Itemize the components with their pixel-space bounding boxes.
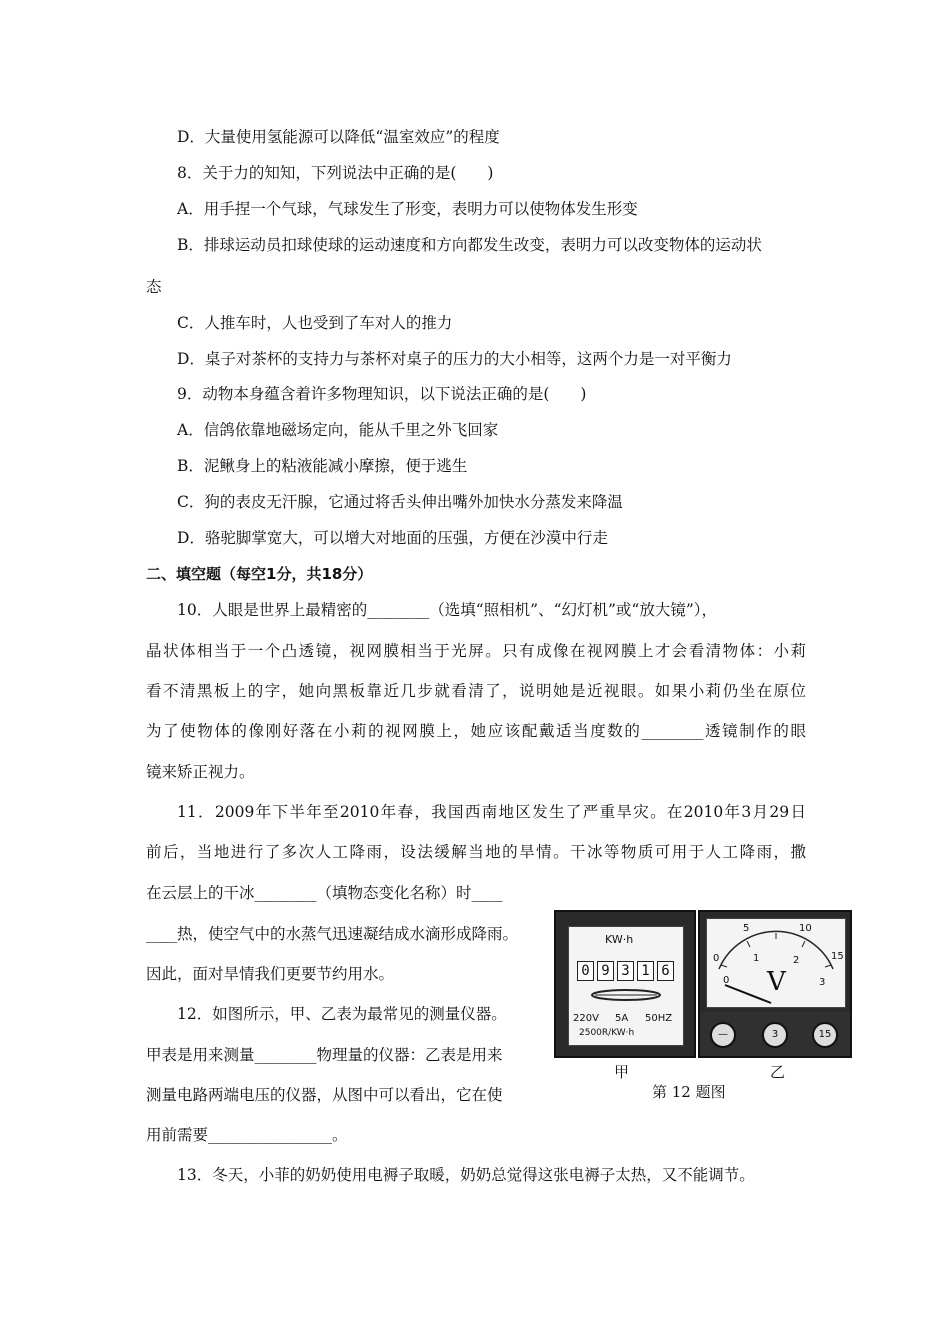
lower-scale-1: 1 xyxy=(753,953,760,964)
question-13: 13．冬天，小菲的奶奶使用电褥子取暖，奶奶总觉得这张电褥子太热，又不能调节。 xyxy=(177,1166,755,1184)
voltmeter-face xyxy=(706,918,846,1008)
upper-scale-10: 10 xyxy=(799,923,812,934)
option-d-q9: D．骆驼脚掌宽大，可以增大对地面的压强，方便在沙漠中行走 xyxy=(177,529,608,547)
counter-digit: 0 xyxy=(577,961,594,981)
question-11: 11．2009年下半年至2010年春，我国西南地区发生了严重旱灾。在2010年3月29日 xyxy=(177,803,806,821)
counter-digit: 3 xyxy=(617,961,634,981)
lower-scale-2: 2 xyxy=(793,955,800,966)
meter-disc-icon xyxy=(589,987,663,1003)
label-yi: 乙 xyxy=(770,1063,786,1081)
section-heading: 二、填空题（每空1分，共18分） xyxy=(146,565,373,583)
option-d-q7: D．大量使用氢能源可以降低“温室效应”的程度 xyxy=(177,128,500,146)
lower-scale-3: 3 xyxy=(819,977,826,988)
terminal-3: 3 xyxy=(762,1022,788,1048)
option-c-q9: C．狗的表皮无汗腺，它通过将舌头伸出嘴外加快水分蒸发来降温 xyxy=(177,493,623,511)
energy-meter-face xyxy=(568,926,684,1046)
energy-meter-counter xyxy=(577,961,677,981)
upper-scale-0: 0 xyxy=(713,953,720,964)
energy-meter-current: 5A xyxy=(615,1013,629,1024)
option-b-q8-cont: 态 xyxy=(146,278,162,296)
question-10-line2: 晶状体相当于一个凸透镜，视网膜相当于光屏。只有成像在视网膜上才会看清物体：小莉 xyxy=(146,642,806,660)
option-b-q8: B．排球运动员扣球使球的运动速度和方向都发生改变，表明力可以改变物体的运动状 xyxy=(177,236,762,254)
question-11-line5: 因此，面对旱情我们更要节约用水。 xyxy=(146,965,395,983)
energy-meter-frequency: 50HZ xyxy=(645,1013,673,1024)
option-b-q9: B．泥鳅身上的粘液能减小摩擦，便于逃生 xyxy=(177,457,468,475)
option-a-q8: A．用手捏一个气球，气球发生了形变，表明力可以使物体发生形变 xyxy=(177,200,638,218)
figure-q12 xyxy=(552,905,852,1105)
question-10-line5: 镜来矫正视力。 xyxy=(146,763,255,781)
question-11-line3: 在云层上的干冰________（填物态变化名称）时____ xyxy=(146,884,503,902)
energy-meter-constant: 2500R/KW·h xyxy=(579,1028,635,1038)
voltmeter xyxy=(698,910,852,1058)
question-10: 10．人眼是世界上最精密的________（选填“照相机”、“幻灯机”或“放大镜”）， xyxy=(177,601,718,619)
counter-digit: 9 xyxy=(597,961,614,981)
upper-scale-15: 15 xyxy=(831,951,844,962)
question-11-line2: 前后，当地进行了多次人工降雨，设法缓解当地的旱情。干冰等物质可用于人工降雨，撒 xyxy=(146,843,806,861)
question-8: 8．关于力的知知，下列说法中正确的是( ) xyxy=(177,164,494,182)
option-d-q8: D．桌子对茶杯的支持力与茶杯对桌子的压力的大小相等，这两个力是一对平衡力 xyxy=(177,350,732,368)
option-c-q8: C．人推车时，人也受到了车对人的推力 xyxy=(177,314,453,332)
label-jia: 甲 xyxy=(614,1063,630,1081)
question-12: 12．如图所示，甲、乙表为最常见的测量仪器。 xyxy=(177,1005,507,1023)
energy-meter-voltage: 220V xyxy=(573,1013,599,1024)
energy-meter xyxy=(554,910,696,1058)
voltmeter-base xyxy=(700,1012,850,1056)
question-11-line4: ____热，使空气中的水蒸气迅速凝结成水滴形成降雨。 xyxy=(146,925,519,943)
question-10-line4: 为了使物体的像刚好落在小莉的视网膜上，她应该配戴适当度数的________透镜制作的眼 xyxy=(146,722,806,740)
terminal-negative: — xyxy=(710,1022,736,1048)
figure-caption: 第 12 题图 xyxy=(652,1083,726,1101)
voltmeter-symbol: V xyxy=(767,967,786,997)
question-9: 9．动物本身蕴含着许多物理知识，以下说法正确的是( ) xyxy=(177,385,587,403)
terminal-15: 15 xyxy=(812,1022,838,1048)
option-a-q9: A．信鸽依靠地磁场定向，能从千里之外飞回家 xyxy=(177,421,499,439)
question-12-line4: 用前需要________________。 xyxy=(146,1126,348,1144)
question-12-line2: 甲表是用来测量________物理量的仪器：乙表是用来 xyxy=(146,1046,503,1064)
question-10-line3: 看不清黑板上的字，她向黑板靠近几步就看清了，说明她是近视眼。如果小莉仍坐在原位 xyxy=(146,682,806,700)
upper-scale-5: 5 xyxy=(743,923,750,934)
lower-scale-0: 0 xyxy=(723,975,730,986)
energy-meter-unit: KW·h xyxy=(605,933,634,946)
question-12-line3: 测量电路两端电压的仪器，从图中可以看出，它在使 xyxy=(146,1086,503,1104)
counter-digit: 1 xyxy=(637,961,654,981)
counter-digit: 6 xyxy=(657,961,674,981)
